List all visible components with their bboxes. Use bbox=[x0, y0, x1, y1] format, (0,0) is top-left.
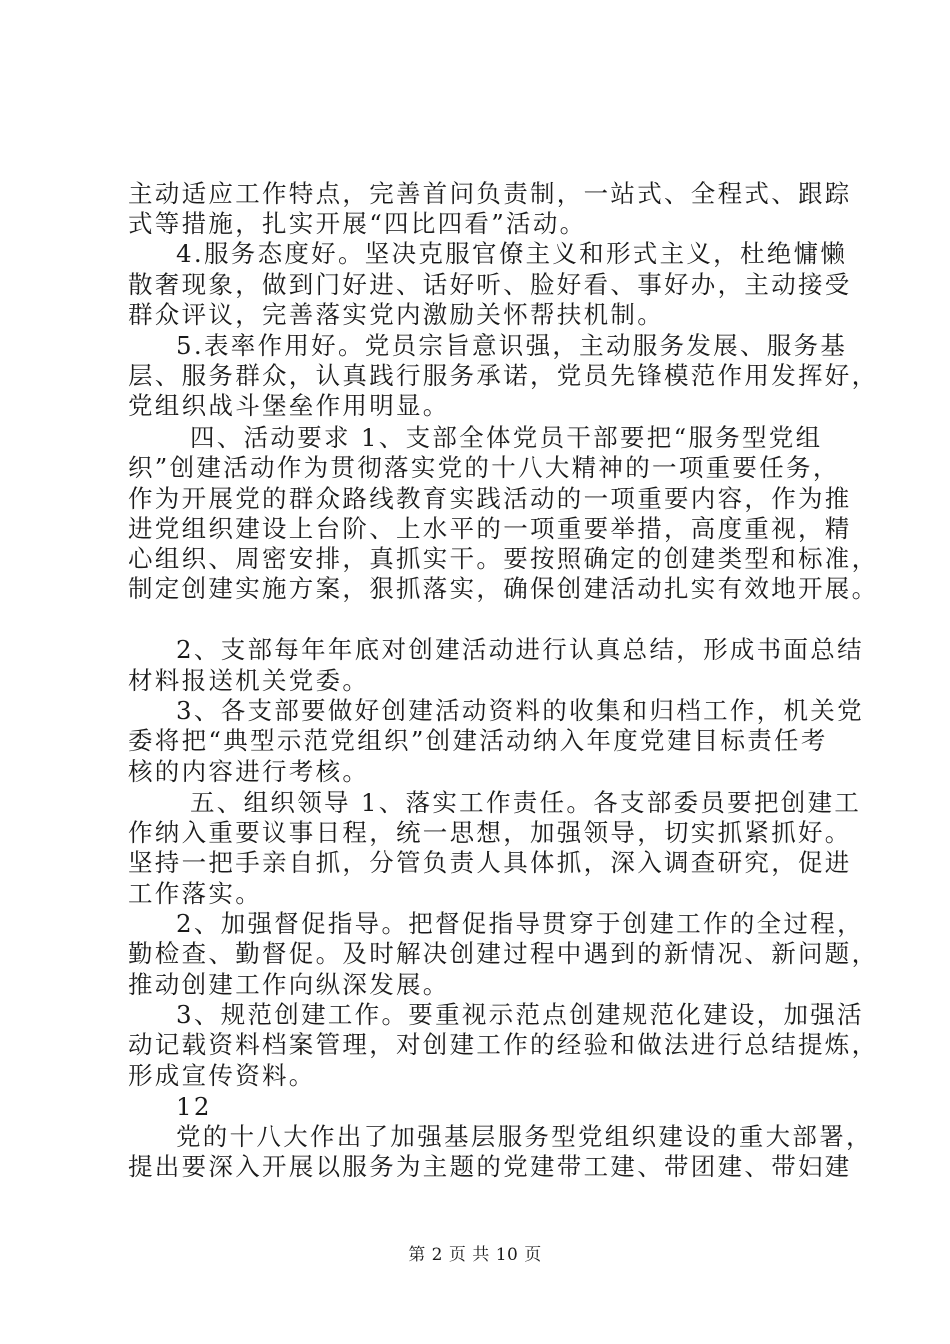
text-line: 形成宣传资料。 bbox=[128, 1061, 316, 1090]
text-line: 2、支部每年年底对创建活动进行认真总结，形成书面总结 bbox=[176, 635, 864, 664]
text-line: 层、服务群众，认真践行服务承诺，党员先锋模范作用发挥好， bbox=[128, 361, 879, 390]
text-line: 工作落实。 bbox=[128, 879, 262, 908]
text-line: 5.表率作用好。党员宗旨意识强，主动服务发展、服务基 bbox=[176, 331, 848, 360]
text-line: 进党组织建设上台阶、上水平的一项重要举措，高度重视，精 bbox=[128, 514, 852, 543]
text-line: 12 bbox=[176, 1092, 212, 1121]
text-line: 五、组织领导 1、落实工作责任。各支部委员要把创建工 bbox=[190, 788, 862, 817]
text-line: 作纳入重要议事日程，统一思想，加强领导，切实抓紧抓好。 bbox=[128, 818, 852, 847]
text-line: 党的十八大作出了加强基层服务型党组织建设的重大部署， bbox=[176, 1122, 873, 1151]
text-line: 委将把“典型示范党组织”创建活动纳入年度党建目标责任考 bbox=[128, 726, 828, 755]
text-line: 勤检查、勤督促。及时解决创建过程中遇到的新情况、新问题， bbox=[128, 939, 879, 968]
text-line: 动记载资料档案管理，对创建工作的经验和做法进行总结提炼， bbox=[128, 1030, 879, 1059]
page-footer: 第 2 页 共 10 页 bbox=[408, 1245, 542, 1265]
text-line: 推动创建工作向纵深发展。 bbox=[128, 970, 450, 999]
text-line: 主动适应工作特点，完善首问负责制，一站式、全程式、跟踪 bbox=[128, 179, 852, 208]
text-line: 2、加强督促指导。把督促指导贯穿于创建工作的全过程， bbox=[176, 909, 864, 938]
text-line: 心组织、周密安排，真抓实干。要按照确定的创建类型和标准， bbox=[128, 544, 879, 573]
text-line: 四、活动要求 1、支部全体党员干部要把“服务型党组 bbox=[190, 423, 823, 452]
text-line: 4.服务态度好。坚决克服官僚主义和形式主义，杜绝慵懒 bbox=[176, 239, 848, 268]
text-line: 作为开展党的群众路线教育实践活动的一项重要内容，作为推 bbox=[128, 484, 852, 513]
text-line: 核的内容进行考核。 bbox=[128, 757, 370, 786]
text-line: 式等措施，扎实开展“四比四看”活动。 bbox=[128, 209, 587, 238]
text-line: 提出要深入开展以服务为主题的党建带工建、带团建、带妇建 bbox=[128, 1152, 852, 1181]
text-line: 制定创建实施方案，狠抓落实，确保创建活动扎实有效地开展。 bbox=[128, 574, 879, 603]
text-line: 党组织战斗堡垒作用明显。 bbox=[128, 391, 450, 420]
text-line: 3、各支部要做好创建活动资料的收集和归档工作，机关党 bbox=[176, 696, 864, 725]
text-line: 3、规范创建工作。要重视示范点创建规范化建设，加强活 bbox=[176, 1000, 864, 1029]
text-line: 织”创建活动作为贯彻落实党的十八大精神的一项重要任务， bbox=[128, 453, 840, 482]
text-line: 群众评议，完善落实党内激励关怀帮扶机制。 bbox=[128, 300, 664, 329]
text-line: 材料报送机关党委。 bbox=[128, 666, 370, 695]
text-line: 坚持一把手亲自抓，分管负责人具体抓，深入调查研究，促进 bbox=[128, 848, 852, 877]
text-line: 散奢现象，做到门好进、话好听、脸好看、事好办，主动接受 bbox=[128, 270, 852, 299]
